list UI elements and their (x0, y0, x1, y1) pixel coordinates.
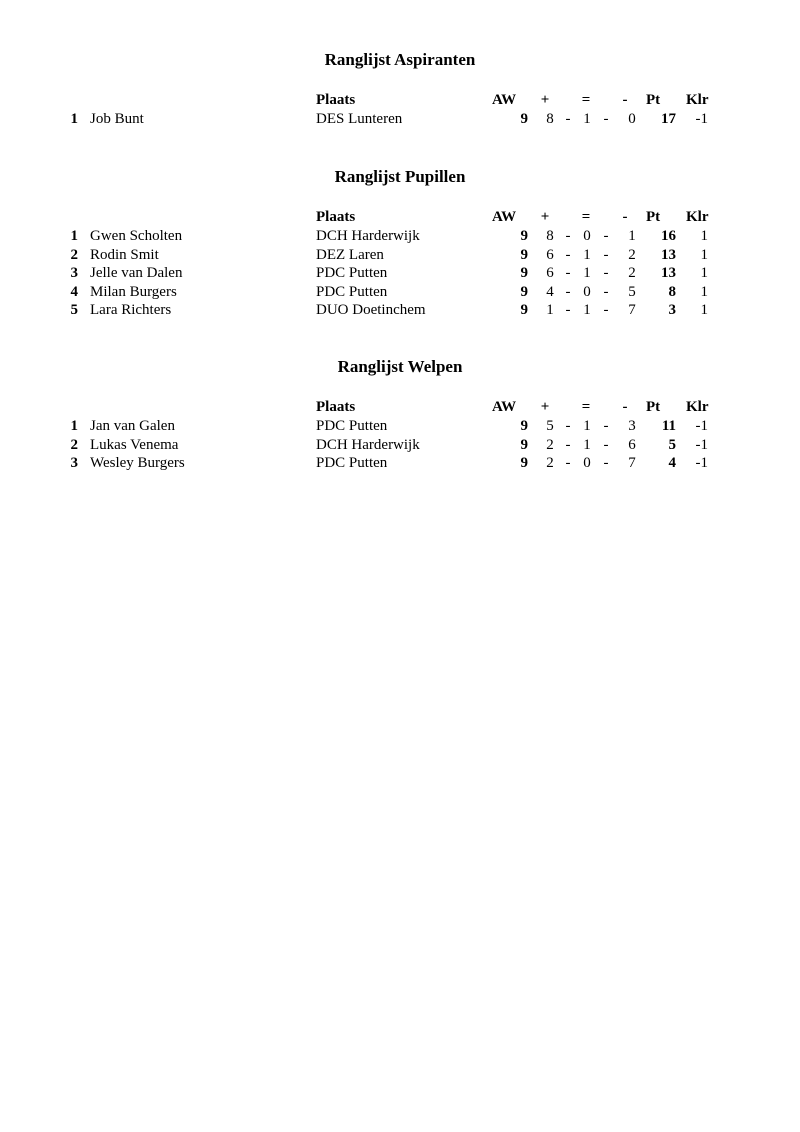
rank: 3 (70, 455, 78, 471)
header-eq: = (581, 399, 591, 415)
player-name: Wesley Burgers (90, 455, 185, 471)
rank: 2 (70, 246, 78, 263)
rank: 2 (70, 436, 78, 453)
dash-sep: - (603, 228, 609, 244)
color-balance: -1 (695, 436, 708, 453)
club-place: PDC Putten (316, 455, 388, 471)
header-minus: - (622, 92, 628, 108)
player-name: Jelle van Dalen (90, 265, 183, 281)
header-pt: Pt (646, 209, 661, 225)
dash-sep: - (565, 111, 571, 127)
club-place: DES Lunteren (316, 111, 403, 127)
player-name: Gwen Scholten (90, 228, 183, 244)
dash-sep: - (565, 418, 571, 434)
wins: 1 (546, 302, 554, 318)
header-plus: + (540, 399, 550, 415)
points: 17 (661, 111, 676, 127)
dash-sep: - (603, 265, 609, 281)
games-played: 9 (520, 265, 528, 281)
draws: 1 (583, 265, 591, 281)
header-minus: - (622, 209, 628, 225)
player-name: Lara Richters (90, 302, 172, 318)
draws: 1 (583, 418, 591, 434)
draws: 0 (583, 455, 591, 471)
games-played: 9 (520, 436, 528, 453)
draws: 1 (583, 436, 591, 453)
header-klr: Klr (686, 92, 709, 108)
club-place: PDC Putten (316, 418, 388, 434)
points: 5 (668, 436, 676, 453)
header-aw: AW (492, 209, 517, 225)
games-played: 9 (520, 283, 528, 300)
color-balance: -1 (695, 418, 708, 434)
losses: 7 (628, 455, 636, 471)
dash-sep: - (603, 436, 609, 453)
rank: 3 (70, 265, 78, 281)
draws: 0 (583, 228, 591, 244)
games-played: 9 (520, 302, 528, 318)
games-played: 9 (520, 246, 528, 263)
dash-sep: - (565, 283, 571, 300)
losses: 7 (628, 302, 636, 318)
color-balance: 1 (700, 302, 708, 318)
header-eq: = (581, 92, 591, 108)
wins: 2 (546, 455, 554, 471)
losses: 0 (628, 111, 636, 127)
wins: 6 (546, 265, 554, 281)
club-place: DCH Harderwijk (316, 228, 420, 244)
player-name: Jan van Galen (90, 418, 175, 434)
games-played: 9 (520, 455, 528, 471)
losses: 1 (628, 228, 636, 244)
section-title: Ranglijst Pupillen (334, 167, 466, 186)
color-balance: -1 (695, 455, 708, 471)
club-place: PDC Putten (316, 283, 388, 300)
losses: 6 (628, 436, 636, 453)
header-pt: Pt (646, 92, 661, 108)
header-eq: = (581, 209, 591, 225)
club-place: PDC Putten (316, 265, 388, 281)
points: 11 (661, 418, 676, 434)
club-place: DUO Doetinchem (316, 302, 426, 318)
wins: 2 (546, 436, 554, 453)
dash-sep: - (603, 111, 609, 127)
games-played: 9 (520, 418, 528, 434)
header-plaats: Plaats (316, 209, 356, 225)
header-plus: + (540, 209, 550, 225)
header-minus: - (622, 399, 628, 415)
header-klr: Klr (686, 209, 709, 225)
dash-sep: - (603, 418, 609, 434)
dash-sep: - (565, 455, 571, 471)
color-balance: -1 (695, 111, 708, 127)
header-plaats: Plaats (316, 92, 356, 108)
color-balance: 1 (700, 265, 708, 281)
points: 8 (668, 283, 676, 300)
header-plaats: Plaats (316, 399, 356, 415)
header-pt: Pt (646, 399, 661, 415)
wins: 8 (546, 228, 554, 244)
wins: 4 (546, 283, 554, 300)
player-name: Lukas Venema (90, 436, 179, 453)
section-title: Ranglijst Aspiranten (324, 50, 476, 69)
wins: 8 (546, 111, 554, 127)
draws: 1 (583, 111, 591, 127)
points: 4 (668, 455, 676, 471)
dash-sep: - (565, 246, 571, 263)
points: 13 (661, 246, 676, 263)
player-name: Rodin Smit (90, 246, 159, 263)
rank: 5 (70, 302, 78, 318)
color-balance: 1 (700, 283, 708, 300)
dash-sep: - (603, 302, 609, 318)
losses: 5 (628, 283, 636, 300)
header-aw: AW (492, 92, 517, 108)
losses: 3 (628, 418, 636, 434)
header-plus: + (540, 92, 550, 108)
games-played: 9 (520, 228, 528, 244)
player-name: Milan Burgers (90, 283, 177, 300)
dash-sep: - (565, 265, 571, 281)
club-place: DEZ Laren (316, 246, 384, 263)
player-name: Job Bunt (90, 111, 144, 127)
wins: 5 (546, 418, 554, 434)
losses: 2 (628, 265, 636, 281)
header-aw: AW (492, 399, 517, 415)
points: 16 (661, 228, 676, 244)
dash-sep: - (565, 228, 571, 244)
rank: 1 (70, 228, 78, 244)
header-klr: Klr (686, 399, 709, 415)
points: 3 (668, 302, 676, 318)
draws: 1 (583, 246, 591, 263)
rank: 1 (70, 111, 78, 127)
dash-sep: - (565, 302, 571, 318)
wins: 6 (546, 246, 554, 263)
color-balance: 1 (700, 246, 708, 263)
section-title: Ranglijst Welpen (337, 357, 463, 376)
draws: 0 (583, 283, 591, 300)
dash-sep: - (603, 283, 609, 300)
rank: 4 (70, 283, 78, 300)
losses: 2 (628, 246, 636, 263)
color-balance: 1 (700, 228, 708, 244)
dash-sep: - (603, 246, 609, 263)
dash-sep: - (603, 455, 609, 471)
club-place: DCH Harderwijk (316, 436, 420, 453)
rank: 1 (70, 418, 78, 434)
draws: 1 (583, 302, 591, 318)
points: 13 (661, 265, 676, 281)
dash-sep: - (565, 436, 571, 453)
games-played: 9 (520, 111, 528, 127)
